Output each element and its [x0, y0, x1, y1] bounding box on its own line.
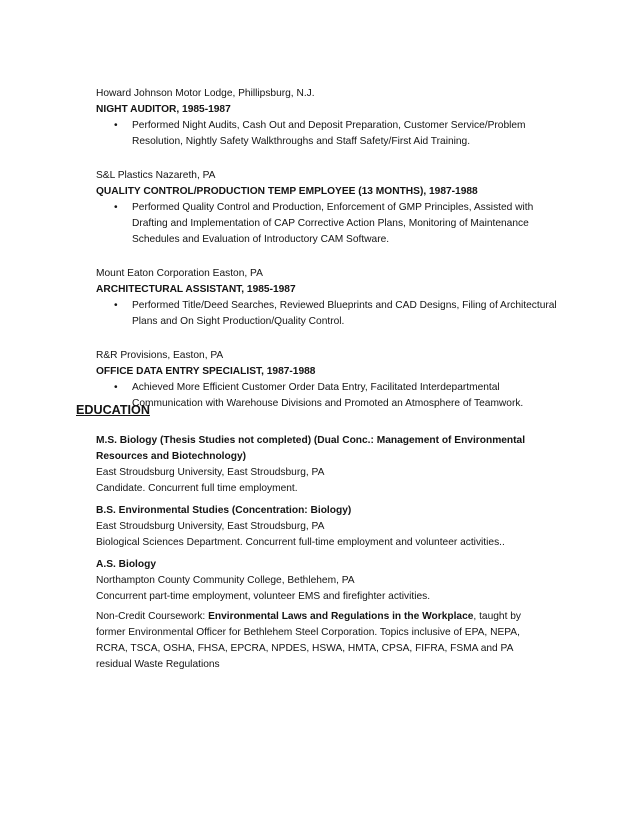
degree-school: Northampton County Community College, Bethlehem, PA [96, 575, 355, 586]
job-employer: Mount Eaton Corporation Easton, PA [96, 268, 263, 279]
work-experience-list [96, 86, 566, 430]
job-duty-text: Performed Quality Control and Production, Enforcement of GMP Principles, Assisted with Drafting and Implementation of CAP Corrective Action Plans, Monitoring of Maintenance Schedules and Evaluation of Introductory CAM Software. [132, 202, 534, 245]
job-duties [96, 118, 566, 150]
degree-title: A.S. Biology [96, 559, 156, 570]
job-employer: R&R Provisions, Easton, PA [96, 350, 224, 361]
job-entry [96, 348, 566, 412]
job-entry [96, 168, 566, 248]
job-employer: Howard Johnson Motor Lodge, Phillipsburg, N.J. [96, 88, 315, 99]
coursework-paragraph [96, 609, 546, 673]
coursework-label: Non-Credit Coursework: [96, 611, 209, 622]
bullet-icon: • [114, 300, 118, 311]
job-entry [96, 86, 566, 150]
job-duties [96, 200, 566, 248]
bullet-icon: • [114, 382, 118, 393]
job-duty [96, 200, 566, 248]
job-duties [96, 380, 566, 412]
bullet-icon: • [114, 120, 118, 131]
degree-title: M.S. Biology (Thesis Studies not completed) (Dual Conc.: Management of Environmental Resources and Biotechnology) [96, 435, 526, 462]
job-duty-text: Performed Night Audits, Cash Out and Deposit Preparation, Customer Service/Problem Resolution, Nightly Safety Walkthroughs and Staff Safety/First Aid Training. [132, 120, 526, 147]
job-duty-text: Achieved More Efficient Customer Order Data Entry, Facilitated Interdepartmental Communication with Warehouse Divisions and Promoted an Atmosphere of Teamwork. [132, 382, 524, 409]
job-employer: S&L Plastics Nazareth, PA [96, 170, 216, 181]
job-title: ARCHITECTURAL ASSISTANT, 1985-1987 [96, 284, 296, 295]
coursework-details: , taught by former Environmental Officer for Bethlehem Steel Corporation. Topics inclusive of EPA, NEPA, RCRA, TSCA, OSHA, FHSA, EPCRA, NPDES, HSWA, HMTA, CPSA, FIFRA, FSMA and PA residual Waste Regulations [96, 611, 521, 670]
degree-entry [96, 557, 551, 605]
degree-title: B.S. Environmental Studies (Concentration: Biology) [96, 505, 352, 516]
job-title: OFFICE DATA ENTRY SPECIALIST, 1987-1988 [96, 366, 316, 377]
degree-entry [96, 433, 551, 497]
job-duty-text: Performed Title/Deed Searches, Reviewed Blueprints and CAD Designs, Filing of Architectural Plans and On Sight Production/Quality Control. [132, 300, 557, 327]
education-list [96, 433, 551, 611]
job-duty [96, 380, 566, 412]
job-title: NIGHT AUDITOR, 1985-1987 [96, 104, 231, 115]
job-duties [96, 298, 566, 330]
degree-note: Biological Sciences Department. Concurrent full-time employment and volunteer activities.. [96, 537, 505, 548]
coursework-topic: Environmental Laws and Regulations in the Workplace [208, 611, 474, 622]
degree-note: Candidate. Concurrent full time employment. [96, 483, 298, 494]
degree-note: Concurrent part-time employment, volunteer EMS and firefighter activities. [96, 591, 431, 602]
bullet-icon: • [114, 202, 118, 213]
job-duty [96, 118, 566, 150]
degree-entry [96, 503, 551, 551]
degree-school: East Stroudsburg University, East Stroudsburg, PA [96, 467, 325, 478]
education-heading: EDUCATION [76, 403, 150, 417]
job-entry [96, 266, 566, 330]
degree-school: East Stroudsburg University, East Stroudsburg, PA [96, 521, 325, 532]
job-title: QUALITY CONTROL/PRODUCTION TEMP EMPLOYEE (13 MONTHS), 1987-1988 [96, 186, 478, 197]
job-duty [96, 298, 566, 330]
